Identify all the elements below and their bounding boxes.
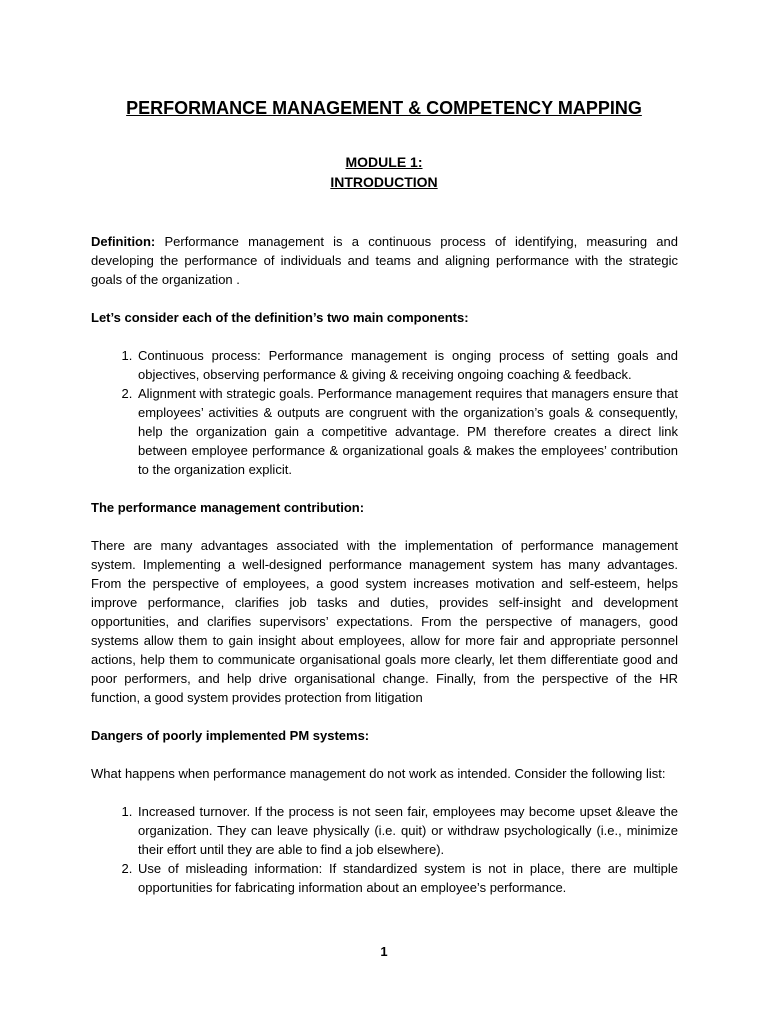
list-item: 1. Continuous process: Performance management is onging process of setting goals and objectives, observing performance & giving & receiving ongoing coaching & feedback. xyxy=(136,346,678,384)
components-heading: Let’s consider each of the definition’s two main components: xyxy=(91,310,469,325)
module-number: MODULE 1: xyxy=(345,154,423,170)
contribution-heading: The performance management contribution: xyxy=(91,500,365,515)
contribution-paragraph: There are many advantages associated with the implementation of performance management system. Implementing a well-designed performance management system has many advantages. From the perspective of employees, a good system increases motivation and self-esteem, helps improve performance, clarifies job tasks and duties, provides self-insight and development opportunities, and clarifies supervisors’ expectations. From the perspective of managers, good systems allow them to gain insight about employees, allow for more fair and appropriate personnel actions, help them to communicate organisational goals more clearly, let them differentiate good and poor performers, and help drive organisational change. Finally, from the perspective of the HR function, a good system provides protection from litigation xyxy=(91,538,678,705)
document-title: PERFORMANCE MANAGEMENT & COMPETENCY MAPPING xyxy=(126,98,642,118)
definition-text: Performance management is a continuous process of identifying, measuring and developing the performance of individuals and teams and aligning performance with the strategic goals of the organization . xyxy=(91,234,678,287)
definition-label: Definition: xyxy=(91,234,156,249)
module-heading xyxy=(0,152,768,192)
definition-paragraph xyxy=(91,232,678,289)
module-title: INTRODUCTION xyxy=(330,174,438,190)
list-item: 2. Use of misleading information: If standardized system is not in place, there are multiple opportunities for fabricating information about an employee’s performance. xyxy=(136,859,678,897)
components-list xyxy=(91,346,678,479)
page-number: 1 xyxy=(380,944,388,959)
dangers-list xyxy=(91,802,678,897)
dangers-intro: What happens when performance management do not work as intended. Consider the following list: xyxy=(91,766,666,781)
dangers-heading: Dangers of poorly implemented PM systems: xyxy=(91,728,370,743)
document-body xyxy=(91,232,678,897)
list-item: 2. Alignment with strategic goals. Performance management requires that managers ensure that employees’ activities & outputs are congruent with the organization’s goals & consequently, help the organization gain a competitive advantage. PM therefore creates a direct link between employee performance & organizational goals & makes the employees’ contribution to the organization explicit. xyxy=(136,384,678,479)
list-item: 1. Increased turnover. If the process is not seen fair, employees may become upset &leave the organization. They can leave physically (i.e. quit) or withdraw psychologically (i.e., minimize their effort until they are able to find a job elsewhere). xyxy=(136,802,678,859)
